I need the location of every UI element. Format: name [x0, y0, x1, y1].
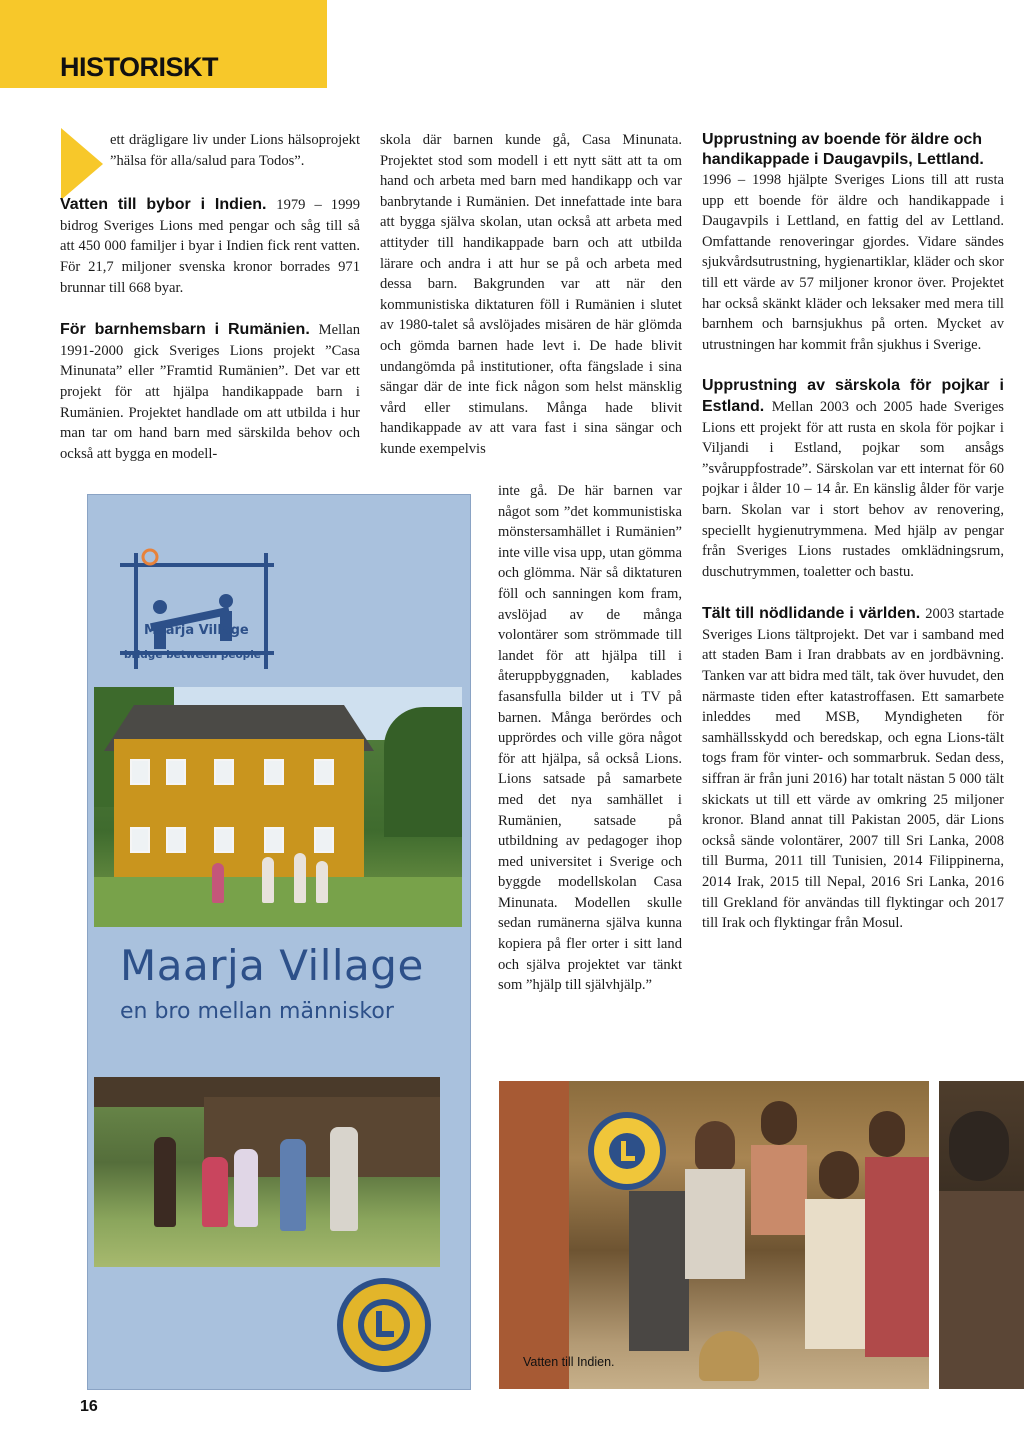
page-number: 16 — [80, 1398, 98, 1415]
heading-estonia: Upprustning av särskola för pojkar i Estland. — [702, 377, 1004, 415]
children-photo — [94, 1077, 440, 1267]
lions-sign-icon — [587, 1111, 667, 1191]
body-tents: 2003 startade Sveriges Lions tältprojekt. Det var i samband med att staden Bam i Iran drabbats av en jordbävning. Tanken var att bidra med tält, tak över huvudet, den närmaste tiden efter katastroffasen. Ett samarbete inleddes med MSB, Myndigheten för samhällsskydd och beredskap, och egna Lions-tält togs fram för vinter- och sommarbruk. Sedan dess, siffran är från juni 2016) har totalt nästan 5 000 tält skickats ut till ett värde av omkring 25 miljoner kronor. Bland annat till Pakistan 2005, där Lions också sände volontärer, 2007 till Sri Lanka, 2008 till Burma, 2011 till Tunisien, 2014 Filippinerna, 2014 Irak, 2015 till Nepal, 2016 Sri Lanka, 2016 till Grekland för användas till flyktingar och 2017 till Irak och flyktingar från Mosul. — [702, 606, 1004, 932]
column-2-bottom — [498, 481, 682, 996]
lions-emblem-icon — [336, 1277, 432, 1373]
body-romania-cont-2: inte gå. De här barnen var något som ”det kommunistiska mönstersamhället i Rumänien” inte ville visa upp, utan gömma och glömma. När så diktaturen föll och sanningen kom fram, avslöjad av de många volontärer som strömmade till landet för att hjälpa till i återuppbyggnaden, kablades fasansfulla bilder ut i TV på barnen. Många berördes och upprördes och ville göra något för att hjälpa, så också Lions. Lions satsade på samarbete med det nya samhället i Rumänien, satsade på utbildning av pedagoger ihop med universitet i Sverige och byggde modellskolan Casa Minunata. Modellen skulle sedan rumänerna själva kunna kopiera på fler orter i sitt land och själva projektet var tänkt som ”hjälp till självhjälp.” — [498, 483, 683, 994]
heading-latvia: Upprustning av boende för äldre och handikappade i Daugavpils, Lettland. — [702, 131, 984, 168]
logo-name: Maarja Village — [144, 623, 249, 638]
heading-romania: För barnhemsbarn i Rumänien. — [60, 321, 319, 339]
brochure-subtitle: en bro mellan människor — [120, 999, 394, 1024]
photo-caption: Vatten till Indien. — [523, 1355, 615, 1369]
heading-tents: Tält till nödlidande i världen. — [702, 605, 926, 623]
heading-india: Vatten till bybor i Indien. — [60, 196, 277, 214]
brochure-image — [87, 494, 471, 1390]
section-title: HISTORISKT — [60, 52, 219, 82]
logo-tagline: bridge between people — [124, 649, 261, 661]
column-3 — [702, 130, 1004, 934]
brochure-title: Maarja Village — [120, 941, 424, 990]
body-india: 1979 – 1999 bidrog Sveriges Lions med pengar och såg till så att 450 000 familjer i byar i Indien fick rent vatten. För 21,7 miljoner svenska kronor borrades 971 brunnar till 668 byar. — [60, 197, 360, 296]
column-1 — [60, 130, 360, 464]
body-romania-cont: skola där barnen kunde gå, Casa Minunata. Projektet stod som modell i ett nytt sätt att ta om hand och arbeta med barn med handikapp och var banbrytande i Rumänien. Det innefattade inte bara att bygga själva skolan, utan också att arbeta med attityder till handikappade barn och att utbilda lärare och andra i att hur se på och arbeta med dessa barn. Bakgrunden var att när den kommunistiska diktaturen föll i Rumänien i slutet av 1980-talet så avslöjades misären de här glömda och gömda barnen hade levt i. De hade blivit undangömda på institutioner, ofta fängslade i sina sängar där de inte fick någon som helst mänsklig vård eller stimulans. Många hade blivit handikappade av att vara fast i sina sängar och kunde exempelvis — [380, 132, 682, 457]
house-photo — [94, 687, 462, 927]
side-photo — [939, 1081, 1024, 1389]
lead-paragraph: ett drägligare liv under Lions hälsoprojekt ”hälsa för alla/salud para Todos”. — [110, 132, 360, 169]
india-photo — [499, 1081, 929, 1389]
body-latvia: 1996 – 1998 hjälpte Sveriges Lions till att rusta upp ett boende för äldre och handikappade i Daugavpils i Lettland, en fattig del av Lettland. Omfattande renoveringar gjordes. Vidare sändes sjukvårdsutrustning, hygienartiklar, kläder och skor till ett värde av 57 miljoner kronor över. Projektet har också skänkt kläder och leksaker med mera till barnhem och barnsjukhus på orten. Mycket av utrustningen har kommit från sjukhus i Sverige. — [702, 172, 1004, 353]
body-estonia: Mellan 2003 och 2005 hade Sveriges Lions ett projekt för att rusta en skola för pojkar i Viljandi i Estland, pojkar som ansågs ”svåruppfostrade”. Särskolan var ett internat för 60 pojkar i ålder 10 – 14 år. En känslig ålder för varje barn. Skolan var i stort behov av renovering, speciellt hygienutrymmena. Med hjälp av pengar från Sveriges Lions rustades omklädningsrum, duschutrymmen, toaletter och bastu. — [702, 398, 1004, 580]
column-2-top — [380, 130, 682, 460]
body-romania: Mellan 1991-2000 gick Sveriges Lions projekt ”Casa Minunata” eller ”Framtid Rumänien”. Det var ett projekt för att hjälpa handikappade barn i Rumänien. Projektet handlade om att utbilda i hur man tar om hand barn med särskilda behov och också att bygga en modell- — [60, 322, 360, 462]
